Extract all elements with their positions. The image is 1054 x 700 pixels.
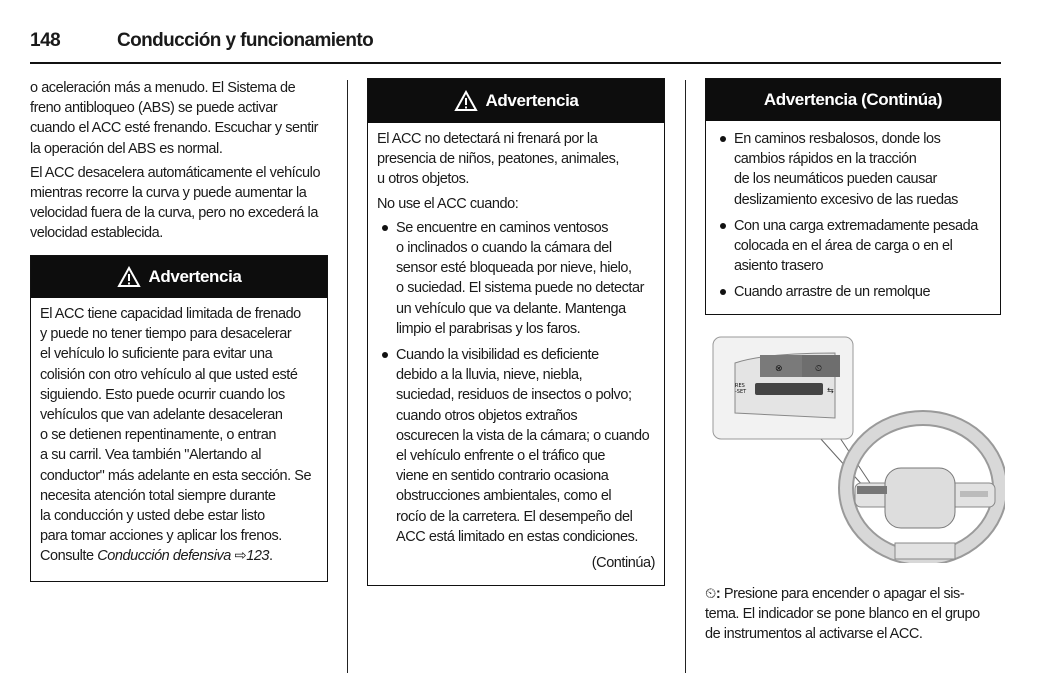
paragraph: o aceleración más a menudo. El Sistema de freno antibloqueo (ABS) se puede activar cuando el ACC esté frenando. Escuchar y sentir la operación del ABS es normal. — [30, 80, 318, 157]
adaptive-cruise-icon: ⏲ — [705, 586, 716, 602]
res-set-label: RES -SET — [735, 383, 747, 395]
list-item: En caminos resbalosos, donde los cambios rápidos en la tracción de los neumáticos pueden causar deslizamiento excesivo de las ruedas — [715, 129, 991, 210]
bullet-list — [715, 129, 991, 303]
warning-title: Advertencia — [485, 91, 579, 110]
warning-box — [705, 78, 1001, 315]
airbag-hub — [885, 468, 955, 528]
warning-box — [30, 255, 328, 582]
list-item: Cuando la visibilidad es deficiente debido a la lluvia, nieve, niebla, suciedad, residuos de insectos o polvo; cuando otros objetos extraños oscurecen la vista de la cámara; o cuando el vehículo enfrente o el tráfico que viene en sentido contrario ocasiona obstrucciones ambientales, como el rocío de la carretera. El desempeño del ACC está limitado en estas condiciones. — [377, 345, 655, 547]
column-divider — [685, 80, 686, 673]
warning-body — [706, 121, 1000, 315]
caption-colon: : — [715, 586, 721, 602]
warning-triangle-icon — [454, 90, 478, 112]
column-divider — [347, 80, 348, 673]
warning-title: Advertencia (Continúa) — [763, 90, 943, 109]
warning-body — [31, 298, 327, 573]
continued-label: (Continúa) — [591, 555, 655, 572]
list-item: Se encuentre en caminos ventosos o inclinados o cuando la cámara del sensor esté bloqueada por nieve, hielo, o suciedad. El sistema puede no detectar un vehículo que va delante. Mantenga limpio el parabrisas y los faros. — [377, 218, 655, 339]
warning-title: Advertencia — [148, 267, 242, 286]
section-title: Conducción y funcionamiento — [117, 30, 374, 51]
paragraph: El ACC desacelera automáticamente el vehículo mientras recorre la curva y puede aumentar la velocidad fuera de la curva, pero no excederá la velocidad establecida. — [30, 164, 321, 242]
warning-triangle-icon — [117, 266, 141, 288]
warning-text: El ACC tiene capacidad limitada de frenado y puede no tener tiempo para desacelerar el vehículo lo suficiente para evitar una colisión con otro vehículo al que usted esté siguiendo. Esto puede ocurrir cuando los vehículos que van adelante desaceleran o se detienen repentinamente, o entran a su carril. Vea también "Alertando al conductor" más adelante en esta sección. Se necesita atención total siempre durante la conducción y usted debe estar listo para tomar acciones y aplicar los frenos. Consulte — [40, 306, 312, 565]
page-number: 148 — [30, 30, 61, 51]
warning-header — [368, 79, 664, 123]
page-ref-arrow-icon: ⇨ — [234, 548, 247, 565]
figure-caption — [705, 584, 1005, 645]
svg-text:⏲: ⏲ — [815, 364, 823, 374]
period: . — [269, 548, 273, 565]
svg-text:⊗: ⊗ — [775, 364, 783, 374]
cross-reference-link[interactable]: Conducción defensiva — [97, 548, 231, 565]
res-set-switch — [755, 383, 823, 395]
warning-body — [368, 123, 664, 579]
bullet-list — [377, 218, 655, 547]
list-item: Con una carga extremadamente pesada colocada en el área de carga o en el asiento trasero — [715, 216, 991, 277]
cross-reference-page[interactable]: 123 — [246, 548, 270, 565]
svg-text:⇆: ⇆ — [827, 386, 834, 395]
warning-header — [706, 79, 1000, 121]
paragraph: El ACC no detectará ni frenará por la presencia de niños, peatones, animales, u otros objetos. — [377, 131, 620, 188]
warning-header — [31, 256, 327, 298]
list-item: Cuando arrastre de un remolque — [715, 282, 991, 302]
steering-wheel-illustration — [705, 333, 1005, 563]
header-rule — [30, 62, 1001, 64]
paragraph: No use el ACC cuando: — [377, 195, 519, 212]
caption-text: Presione para encender o apagar el sis- tema. El indicador se pone blanco en el grupo de instrumentos al activarse el ACC. — [705, 586, 980, 643]
column-1 — [30, 78, 330, 248]
warning-box — [367, 78, 665, 586]
